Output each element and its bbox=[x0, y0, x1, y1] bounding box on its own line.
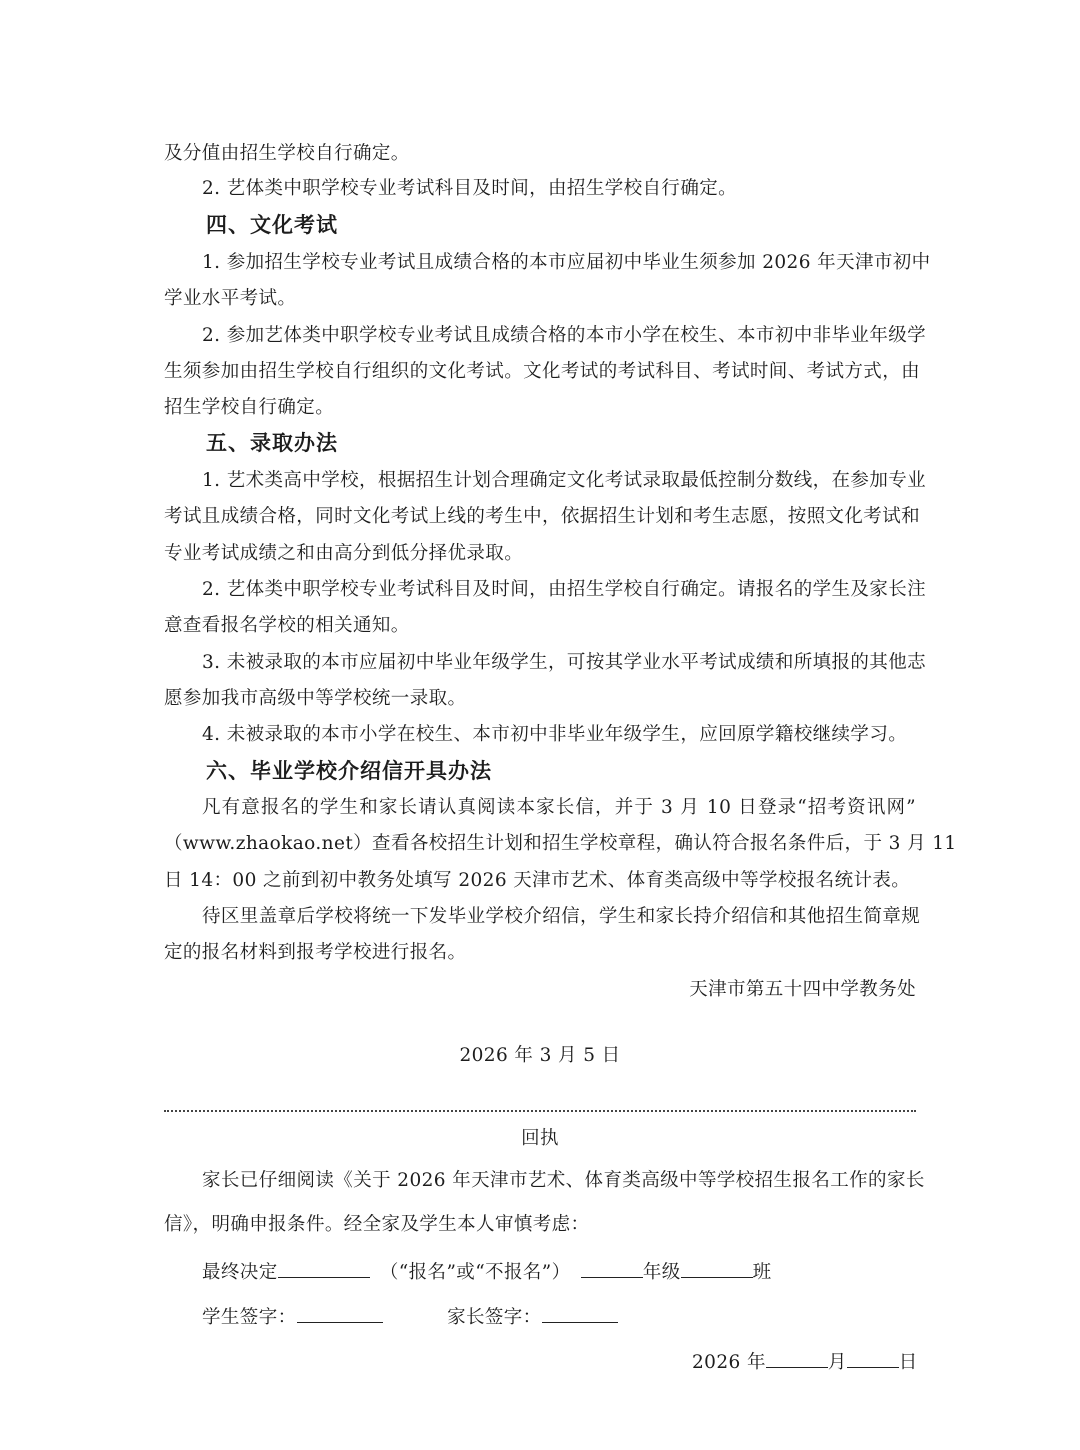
text-line: 愿参加我市高级中等学校统一录取。 bbox=[164, 688, 467, 709]
issue-date: 2026 年 3 月 5 日 bbox=[459, 1045, 621, 1066]
text-line: 学业水平考试。 bbox=[164, 288, 297, 309]
parent-sign-field[interactable] bbox=[542, 1302, 618, 1323]
text-line: （www.zhaokao.net）查看各校招生计划和招生学校章程，确认符合报名条件后，于 3 月 11 bbox=[164, 833, 957, 854]
text-line: 凡有意报名的学生和家长请认真阅读本家长信，并于 3 月 10 日登录“招考资讯网” bbox=[202, 797, 916, 818]
text-line: 考试且成绩合格，同时文化考试上线的考生中，依据招生计划和考生志愿，按照文化考试和 bbox=[164, 506, 921, 527]
grade-blank-field[interactable] bbox=[581, 1257, 643, 1278]
text-line: 生须参加由招生学校自行组织的文化考试。文化考试的考试科目、考试时间、考试方式，由 bbox=[164, 361, 921, 382]
class-blank-field[interactable] bbox=[681, 1257, 753, 1278]
student-sign-label: 学生签字： bbox=[202, 1307, 297, 1328]
decision-row bbox=[202, 1257, 772, 1287]
decision-label: 最终决定 bbox=[202, 1262, 278, 1283]
receipt-text-line: 信》，明确申报条件。经全家及学生本人审慎考虑： bbox=[164, 1214, 590, 1235]
text-line: 1. 参加招生学校专业考试且成绩合格的本市应届初中毕业生须参加 2026 年天津市初中 bbox=[202, 252, 931, 273]
section-heading-4: 四、文化考试 bbox=[206, 213, 338, 237]
receipt-date-day: 日 bbox=[898, 1352, 918, 1373]
text-line: 待区里盖章后学校将统一下发毕业学校介绍信，学生和家长持介绍信和其他招生简章规 bbox=[202, 906, 921, 927]
grade-label: 年级 bbox=[642, 1262, 681, 1283]
tear-line-divider bbox=[164, 1110, 916, 1112]
text-line: 招生学校自行确定。 bbox=[164, 397, 335, 418]
text-line: 2. 参加艺体类中职学校专业考试且成绩合格的本市小学在校生、本市初中非毕业年级学 bbox=[202, 325, 927, 346]
month-blank-field[interactable] bbox=[766, 1347, 828, 1368]
decision-hint: （“报名”或“不报名”） bbox=[379, 1262, 571, 1283]
student-sign-field[interactable] bbox=[297, 1302, 383, 1323]
day-blank-field[interactable] bbox=[847, 1347, 899, 1368]
receipt-date-month: 月 bbox=[827, 1352, 847, 1373]
text-line: 专业考试成绩之和由高分到低分择优录取。 bbox=[164, 543, 524, 564]
receipt-title: 回执 bbox=[521, 1128, 559, 1149]
receipt-date-year: 2026 年 bbox=[692, 1352, 766, 1373]
section-heading-5: 五、录取办法 bbox=[206, 431, 338, 455]
text-line: 日 14：00 之前到初中教务处填写 2026 天津市艺术、体育类高级中等学校报名统计表。 bbox=[164, 870, 911, 891]
issuer-signature: 天津市第五十四中学教务处 bbox=[689, 979, 916, 1000]
text-line: 2. 艺体类中职学校专业考试科目及时间，由招生学校自行确定。 bbox=[202, 178, 738, 199]
decision-blank-field[interactable] bbox=[278, 1257, 370, 1278]
receipt-text-line: 家长已仔细阅读《关于 2026 年天津市艺术、体育类高级中等学校招生报名工作的家长 bbox=[202, 1170, 925, 1191]
text-line: 定的报名材料到报考学校进行报名。 bbox=[164, 942, 467, 963]
text-line: 4. 未被录取的本市小学在校生、本市初中非毕业年级学生，应回原学籍校继续学习。 bbox=[202, 724, 908, 745]
receipt-date-row bbox=[692, 1347, 918, 1377]
section-heading-6: 六、毕业学校介绍信开具办法 bbox=[206, 759, 492, 783]
parent-sign-label: 家长签字： bbox=[447, 1307, 542, 1328]
class-label: 班 bbox=[752, 1262, 772, 1283]
text-line: 意查看报名学校的相关通知。 bbox=[164, 615, 410, 636]
text-line: 及分值由招生学校自行确定。 bbox=[164, 143, 410, 164]
text-line: 2. 艺体类中职学校专业考试科目及时间，由招生学校自行确定。请报名的学生及家长注 bbox=[202, 579, 927, 600]
text-line: 3. 未被录取的本市应届初中毕业年级学生，可按其学业水平考试成绩和所填报的其他志 bbox=[202, 652, 927, 673]
signature-row bbox=[202, 1302, 618, 1332]
text-line: 1. 艺术类高中学校，根据招生计划合理确定文化考试录取最低控制分数线，在参加专业 bbox=[202, 470, 927, 491]
